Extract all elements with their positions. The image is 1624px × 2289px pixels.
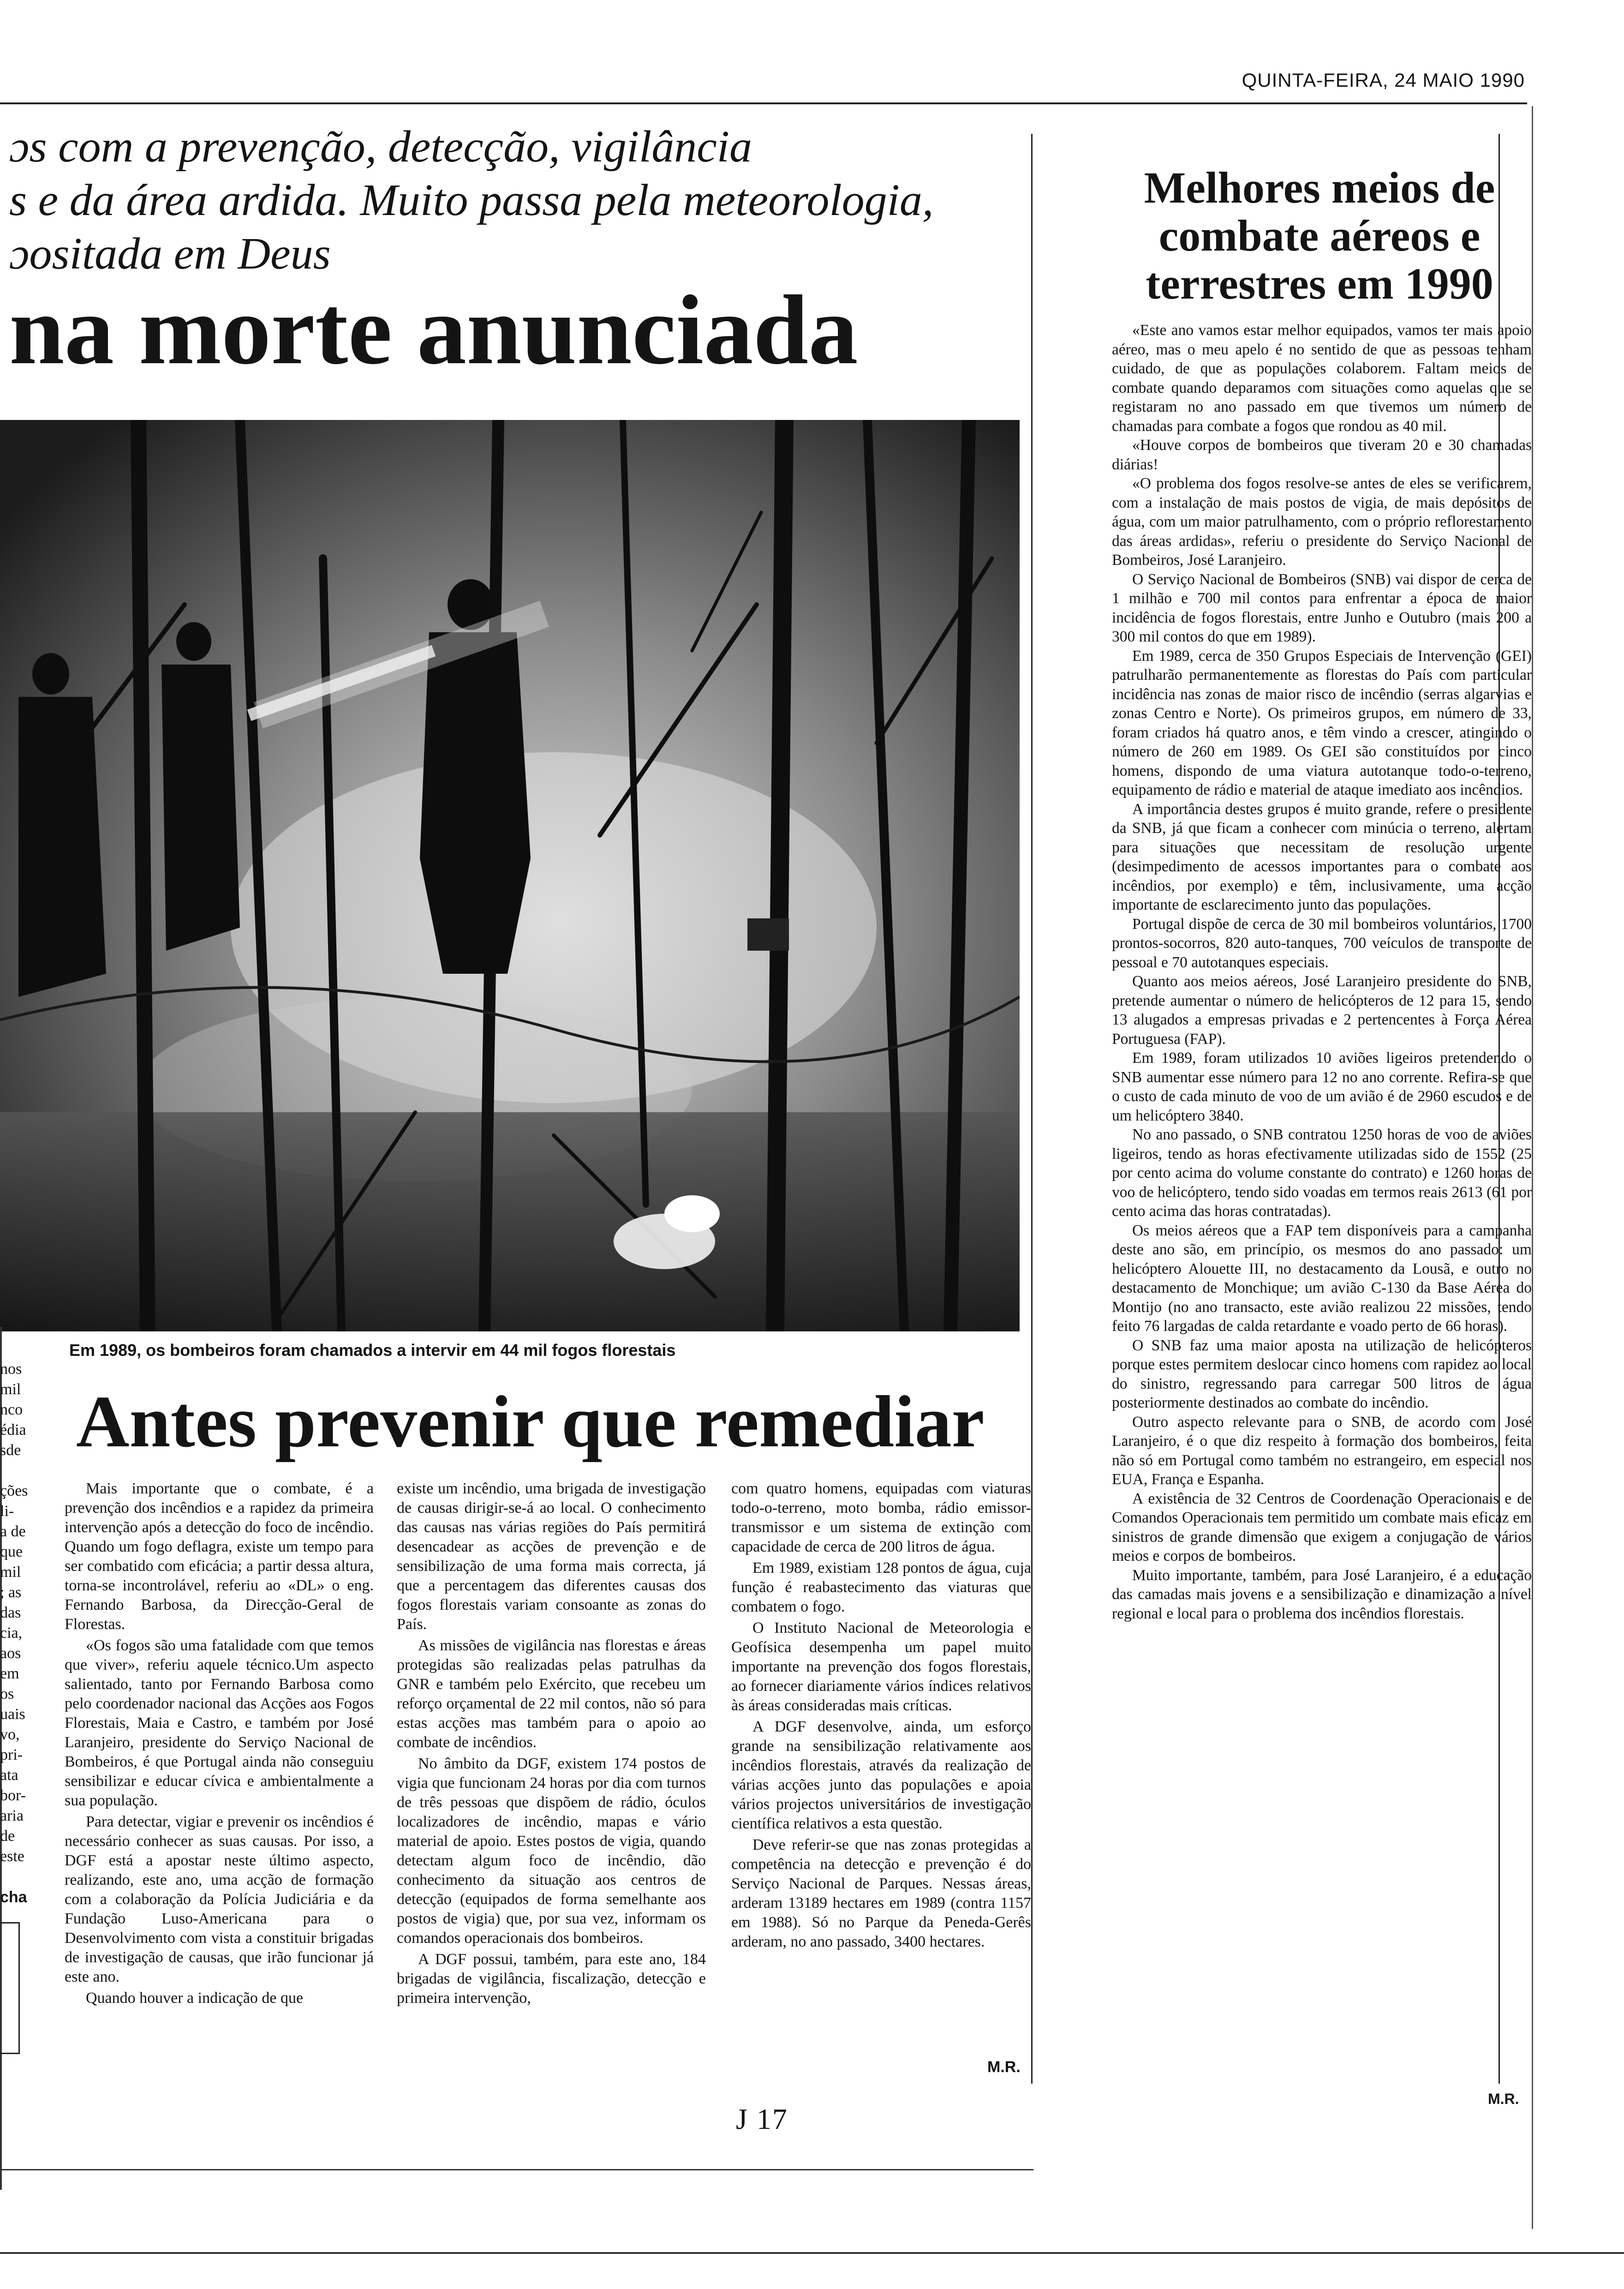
cut-line: sde	[0, 1442, 21, 1459]
paragraph: Mais importante que o combate, é a prevenção dos incêndios e a rapidez da primeira intervenção após a detecção do foco de incêndio. Quando um fogo deflagra, existe um tempo para ser combatido com eficácia; a partir dessa altura, torna-se incontrolável, referiu ao «DL» o eng. Fernando Barbosa, da Direcção-Geral de Florestas.	[65, 1480, 374, 1633]
sidebar-title: Melhores meios de combate aéreos e terrestres em 1990	[1144, 163, 1495, 308]
paragraph: O SNB faz uma maior aposta na utilização de helicópteros porque estes permitem deslocar cinco homens com rapidez ao local do sinistro, regressando para carregar 500 litros de água posteriormente destinados ao combate do incêndio.	[1112, 1336, 1532, 1411]
paragraph: A DGF desenvolve, ainda, um esforço grande na sensibilização relativamente aos incêndios florestais, através da realização de várias acções junto das populações e apoia vários projectos universitários de investigação científica relativos a esta questão.	[731, 1718, 1031, 1832]
cut-line: mil	[0, 1381, 21, 1398]
forest-fire-image	[0, 420, 1020, 1331]
paragraph: Em 1989, existiam 128 pontos de água, cuja função é reabastecimento das viaturas que combatem o fogo.	[731, 1559, 1031, 1615]
adjacent-box-fragment	[0, 1922, 20, 2054]
paragraph: No âmbito da DGF, existem 174 postos de vigia que funcionam 24 horas por dia com turnos de três pessoas que dispõem de rádio, óculos localizadores de incêndio, mapas e vário material de apoio. Estes postos de vigia, quando detectam algum foco de incêndio, dão conhecimento da situação aos centros de detecção (equipados de forma semelhante aos postos de vigia) que, por sua vez, informam os comandos operacionais dos bombeiros.	[397, 1755, 706, 1947]
cut-line	[0, 1461, 44, 1481]
cut-line: em	[0, 1665, 19, 1682]
cut-line: aos	[0, 1645, 21, 1662]
paragraph: Os meios aéreos que a FAP tem disponíveis para a campanha deste ano são, em princípio, os mesmos do ano passado: um helicóptero Alouette III, no destacamento da Lousã, e outro no destacamento de Monchique; um avião C-130 da Base Aérea do Montijo (no ano transacto, este avião realizou 22 missões, tendo feito 76 largadas de calda retardante e voado perto de 66 horas).	[1112, 1222, 1532, 1335]
issue-date: QUINTA-FEIRA, 24 MAIO 1990	[1242, 69, 1525, 91]
paragraph: «Os fogos são uma fatalidade com que temos que viver», referiu aquele técnico.Um aspecto salientado, tanto por Fernando Barbosa como pelo coordenador nacional das Acções aos Fogos Florestais, Maia e Castro, e também por José Laranjeiro, presidente do Serviço Nacional de Bombeiros, é que Portugal ainda não conseguiu sensibilizar e educar cívica e ambientalmente a sua população.	[65, 1637, 374, 1809]
cut-line: vo,	[0, 1726, 20, 1743]
cut-line	[0, 1867, 44, 1887]
paragraph: Deve referir-se que nas zonas protegidas a competência na detecção e prevenção é do Serviço Nacional de Parques. Nessas áreas, arderam 13189 hectares em 1989 (contra 1157 em 1988). Só no Parque da Peneda-Gerês arderam, no ano passado, 3400 hectares.	[731, 1836, 1031, 1950]
cut-line: li-	[0, 1503, 14, 1520]
paragraph: Quanto aos meios aéreos, José Laranjeiro presidente do SNB, pretende aumentar o número de helicópteros de 12 para 15, sendo 13 alugados a empresas privadas e 2 pertencentes à Força Aérea Portuguesa (FAP).	[1112, 973, 1532, 1048]
page-bottom-rule	[0, 2252, 1624, 2254]
paragraph: O Instituto Nacional de Meteorologia e Geofísica desempenha um papel muito importante na prevenção dos fogos florestais, ao fornecer diariamente vários índices relativos às áreas consideradas mais críticas.	[731, 1619, 1031, 1714]
article-column-2	[397, 1479, 706, 2010]
paragraph: com quatro homens, equipadas com viaturas todo-o-terreno, moto bomba, rádio emissor-transmissor e um sistema de extinção com capacidade de cerca de 200 litros de água.	[731, 1480, 1031, 1555]
article-bottom-rule	[0, 2169, 1033, 2170]
cut-line: este	[0, 1848, 24, 1865]
paragraph: A existência de 32 Centros de Coordenação Operacionais e de Comandos Operacionais tem permitido um combate mais eficaz em sinistros de grande dimensão que exigem a conjugação de vários meios e corpos de bombeiros.	[1112, 1490, 1532, 1564]
deck-line: ɔs com a prevenção, detecção, vigilância	[9, 122, 752, 172]
paragraph: existe um incêndio, uma brigada de investigação de causas dirigir-se-á ao local. O conhecimento das causas nas várias regiões do País permitirá desencadear as acções de prevenção e de sensibilização de uma forma mais correcta, já que a percentagem das diferentes causas dos fogos florestais variam consoante as zonas do País.	[397, 1480, 706, 1633]
cut-line: de	[0, 1828, 15, 1845]
paragraph: A importância destes grupos é muito grande, refere o presidente da SNB, já que ficam a conhecer com minúcia o terreno, alertam para situações que necessitam de resolução urgente (desimpedimento de acessos importantes para o combate aos incêndios, por exemplo) e têm, inclusivamente, uma acção importante de esclarecimento junto das populações.	[1112, 800, 1532, 913]
photo-caption: Em 1989, os bombeiros foram chamados a intervir em 44 mil fogos florestais	[69, 1341, 676, 1360]
paragraph: Muito importante, também, para José Laranjeiro, é a educação das camadas mais jovens e a sensibilização e dinamização a nível regional e local para o problema dos incêndios florestais.	[1112, 1566, 1532, 1622]
cut-line: bor-	[0, 1787, 26, 1804]
adjacent-article-cut-text	[0, 1359, 44, 1907]
paragraph: Em 1989, foram utilizados 10 aviões ligeiros pretendendo o SNB aumentar esse número para 12 no ano corrente. Refira-se que o custo de cada minuto de voo de um avião é de 2960 escudos e de um helicóptero 3840.	[1112, 1049, 1532, 1124]
cut-line: édia	[0, 1421, 26, 1438]
paragraph: Para detectar, vigiar e prevenir os incêndios é necessário conhecer as suas causas. Por isso, a DGF está a apostar neste último aspecto, realizando, este ano, uma acção de formação com a colaboração da Polícia Judiciária e da Fundação Luso-Americana para o Desenvolvimento com vista a constituir brigadas de investigação de causas, que irão funcionar já este ano.	[65, 1813, 374, 1985]
paragraph: «Este ano vamos estar melhor equipados, vamos ter mais apoio aéreo, mas o meu apelo é no sentido de que as pessoas tenham cuidado, de que as populações colaborem. Faltam meios de combate quando deparamos com situações como aquelas que se registaram no ano passado em que tivemos um número de chamadas para combate a fogos que rondou as 40 mil.	[1112, 322, 1532, 435]
paragraph: «O problema dos fogos resolve-se antes de eles se verificarem, com a instalação de mais postos de vigia, de mais depósitos de água, com um maior patrulhamento, com o próprio reflorestamento das áreas ardidas», referiu o presidente do Serviço Nacional de Bombeiros, José Laranjeiro.	[1112, 475, 1532, 569]
article-column-1	[65, 1479, 374, 2010]
paragraph: Outro aspecto relevante para o SNB, de acordo com José Laranjeiro, é o que diz respeito à formação dos bombeiros, feita não só em Portugal como também no estrangeiro, em especial nos EUA, França e Espanha.	[1112, 1413, 1532, 1488]
cut-line: ções	[0, 1482, 28, 1499]
paragraph: As missões de vigilância nas florestas e áreas protegidas são realizadas pelas patrulhas da GNR e também pelo Exército, que recebeu um reforço orçamental de 22 mil contos, não só para estas acções mas também para o apoio ao combate de incêndios.	[397, 1637, 706, 1751]
article-deck	[9, 120, 978, 281]
header-rule	[0, 102, 1527, 104]
paragraph: Quando houver a indicação de que	[86, 1989, 304, 2007]
deck-line: s e da área ardida. Muito passa pela meteorologia,	[9, 175, 934, 225]
cut-line: nos	[0, 1360, 22, 1378]
paragraph: No ano passado, o SNB contratou 1250 horas de voo de aviões ligeiros, tendo as horas efectivamente utilizadas sido de 1552 (25 por cento acima do volume constante do contrato) e 1260 horas de voo de helicóptero, tendo sido voadas em termos reais 2613 (61 por cento acima das horas contratadas).	[1112, 1126, 1532, 1220]
firefighters-photo	[0, 420, 1020, 1331]
cut-line: mil	[0, 1564, 21, 1581]
cut-line: aria	[0, 1807, 24, 1824]
cut-line: que	[0, 1543, 23, 1560]
page-edge-rule	[1532, 106, 1533, 2229]
subheadline: Antes prevenir que remediar	[76, 1380, 985, 1462]
cut-line: pri-	[0, 1746, 23, 1763]
paragraph: «Houve corpos de bombeiros que tiveram 20 e 30 chamadas diárias!	[1112, 437, 1532, 473]
cut-line: uais	[0, 1706, 25, 1723]
sidebar-signature: M.R.	[1488, 2091, 1519, 2107]
paragraph: O Serviço Nacional de Bombeiros (SNB) vai dispor de cerca de 1 milhão e 700 mil contos para enfrentar a época de maior incidência de fogos florestais, entre Junho e Outubro (mais 200 a 300 mil contos do que em 1989).	[1112, 570, 1532, 645]
paragraph: A DGF possui, também, para este ano, 184 brigadas de vigilância, fiscalização, detecção e primeira intervenção,	[397, 1951, 706, 2007]
cut-line: ata	[0, 1767, 18, 1784]
cut-line: cia,	[0, 1624, 23, 1642]
cut-line: das	[0, 1604, 21, 1621]
cut-line: cha	[0, 1888, 27, 1906]
cut-line: os	[0, 1685, 14, 1702]
sidebar-body	[1112, 321, 1532, 1623]
cut-line: nco	[0, 1401, 23, 1418]
main-headline: na morte anunciada	[9, 275, 858, 385]
deck-line: ɔositada em Deus	[9, 229, 331, 279]
cut-line: a de	[0, 1523, 26, 1540]
page-number: J 17	[736, 2103, 788, 2135]
author-signature: M.R.	[987, 2058, 1021, 2076]
paragraph: Portugal dispõe de cerca de 30 mil bombeiros voluntários, 1700 prontos-socorros, 820 auto-tanques, 700 veículos de transporte de pessoal e 70 autotanques especiais.	[1112, 915, 1532, 971]
article-column-3	[731, 1479, 1031, 1953]
cut-line: ; as	[0, 1584, 22, 1601]
paragraph: Em 1989, cerca de 350 Grupos Especiais de Intervenção (GEI) patrulharão permanentemente as florestas do País com particular incidência nas zonas de maior risco de incêndio (serras algarvias e zonas Centro e Norte). Os primeiros grupos, em número de 33, foram criados há quatro anos, e têm vindo a crescer, atingindo o número de 260 em 1989. Os GEI são constituídos por cinco homens, dispondo de uma viatura autotanque todo-o-terreno, equipamento de rádio e material de ataque imediato aos incêndios.	[1112, 647, 1532, 798]
